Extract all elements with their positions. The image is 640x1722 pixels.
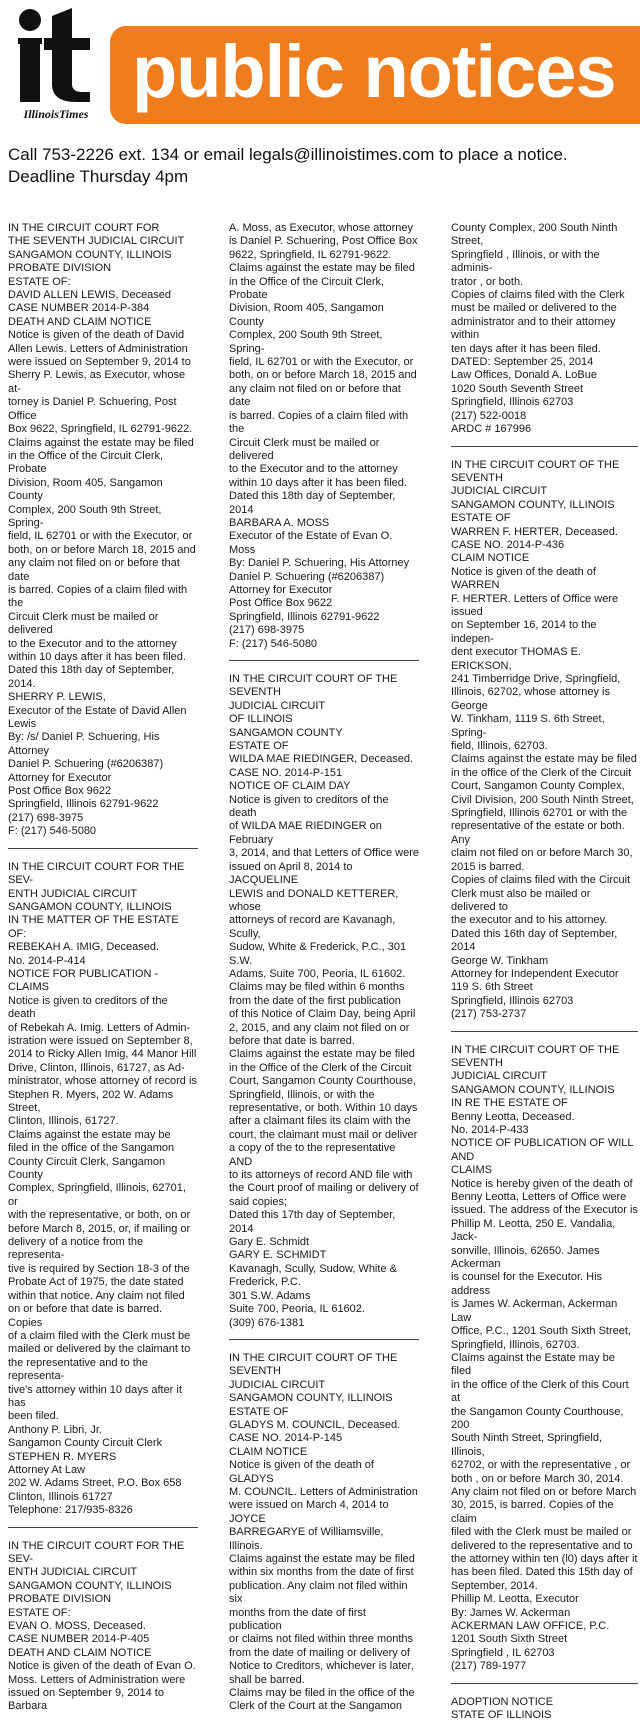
- notice-line: Notice to Creditors, whichever is later,: [229, 1660, 414, 1673]
- notice-line: to its attorneys of record AND file with: [229, 1169, 413, 1182]
- notice-line: Springfield, Illinois, 62703.: [451, 1338, 580, 1351]
- notice-line: Notice is hereby given of the death of: [451, 1177, 633, 1190]
- notice-line: shall be barred.: [229, 1673, 305, 1686]
- notice-line: representative of the estate or both. Any: [451, 820, 625, 846]
- notice-line: STATE OF ILLINOIS: [451, 1709, 552, 1722]
- notice-line: Springfield, Illinois 62701 or with the: [451, 807, 628, 820]
- notice-line: Dated this 16th day of September, 2014: [451, 927, 618, 954]
- notice-line: must be mailed or delivered to the: [451, 302, 617, 315]
- notice-line: ESTATE OF: [229, 740, 289, 753]
- notice-line: Claims against the estate may be filed: [451, 753, 637, 766]
- notice-line: LEWIS and DONALD KETTERER, whose: [229, 887, 399, 913]
- notice-line: Complex, 200 South 9th Street, Spring-: [229, 329, 383, 355]
- notice-line: Lewis: [8, 718, 37, 731]
- notice-line: Dated this 18th day of September, 2014.: [8, 664, 175, 690]
- notice-line: SANGAMON COUNTY: [229, 726, 343, 739]
- notice-line: Copies of claims filed with the Clerk: [451, 289, 625, 302]
- notice-line: SANGAMON COUNTY, ILLINOIS: [8, 1579, 172, 1592]
- notice-line: (309) 676-1381: [229, 1316, 305, 1329]
- notice-line: ARDC # 167996: [451, 423, 532, 436]
- notice-line: were issued on September 9, 2014 to: [8, 356, 191, 369]
- notice-line: SHERRY P. LEWIS,: [8, 691, 106, 704]
- notice-line: CLAIM NOTICE: [229, 1445, 308, 1458]
- notice-line: 2, 2015, and any claim not filed on or: [229, 1021, 410, 1034]
- logo-sub-text: IllinoisTimes: [23, 107, 89, 121]
- notice-line: both , on or before March 30, 2014.: [451, 1472, 624, 1485]
- notice-line: in the office of the Clerk of this Court at: [451, 1378, 629, 1405]
- notice-line: ENTH JUDICIAL CIRCUIT: [8, 887, 138, 900]
- notice-divider: [229, 1339, 419, 1340]
- notice-line: field, IL 62701 or with the Executor, or: [229, 356, 414, 369]
- notice-line: CASE NO. 2014-P-145: [229, 1432, 343, 1445]
- notice-line: ESTATE OF: [229, 1405, 289, 1418]
- notice-line: any claim not filed on or before that date: [229, 382, 401, 409]
- notice-line: before that date is barred.: [229, 1034, 355, 1047]
- notice-line: 1201 South Sixth Street: [451, 1633, 568, 1646]
- notice-line: EVAN O. MOSS, Deceased.: [8, 1620, 146, 1633]
- legal-notice: [451, 222, 638, 437]
- notice-line: Anthony P. Libri, Jr.: [8, 1423, 102, 1436]
- notice-column-3: [451, 222, 638, 1722]
- notice-line: CASE NO. 2014-P-436: [451, 538, 565, 551]
- notice-line: has been filed. Dated this 15th day of: [451, 1566, 633, 1579]
- notice-line: JUDICIAL CIRCUIT: [451, 485, 548, 498]
- notice-line: CASE NO. 2014-P-151: [229, 766, 343, 779]
- notice-line: mailed or delivered by the claimant to: [8, 1343, 191, 1356]
- notice-line: Stephen R. Myers, 202 W. Adams Street,: [8, 1088, 174, 1114]
- notice-divider: [8, 848, 198, 849]
- notice-line: tive is required by Section 18-3 of the: [8, 1262, 190, 1275]
- notice-line: IN THE CIRCUIT COURT OF THE SEVENTH: [451, 1043, 620, 1069]
- notice-line: (217) 698-3975: [229, 624, 305, 637]
- notice-line: Notice is given to creditors of the death: [229, 793, 389, 820]
- notice-line: filed in the office of the Sangamon: [8, 1142, 175, 1155]
- notice-line: Executor of the Estate of Evan O. Moss: [229, 530, 393, 556]
- notice-line: M. COUNCIL. Letters of Administration: [229, 1485, 418, 1498]
- notice-line: Springfield, Illinois 62703: [451, 994, 574, 1007]
- illinois-times-logo: [6, 4, 106, 126]
- notice-line: Division, Room 405, Sangamon County: [8, 476, 163, 503]
- contact-line: Call 753-2226 ext. 134 or email legals@illinoistimes.com to place a notice.: [8, 145, 568, 164]
- notice-line: Claims may be filed within 6 months: [229, 981, 405, 994]
- notice-line: Claims against the estate may be filed: [8, 436, 194, 449]
- notice-line: 119 S. 6th Street: [451, 981, 533, 994]
- notice-line: A. Moss, as Executor, whose attorney: [229, 222, 414, 234]
- notice-line: 202 W. Adams Street, P.O. Box 658: [8, 1477, 182, 1490]
- notice-line: Illinois, 62702, whose attorney is George: [451, 686, 610, 712]
- notice-line: is James W. Ackerman, Ackerman Law: [451, 1298, 618, 1324]
- notice-line: By: James W. Ackerman: [451, 1606, 571, 1619]
- notice-line: THE SEVENTH JUDICIAL CIRCUIT: [8, 235, 185, 248]
- notice-line: Box 9622, Springfield, IL 62791-9622.: [8, 423, 193, 436]
- notice-line: ADOPTION NOTICE: [451, 1695, 554, 1708]
- notice-line: F. HERTER. Letters of Office were issued: [451, 592, 619, 618]
- notice-line: GLADYS M. COUNCIL, Deceased.: [229, 1418, 401, 1431]
- notice-line: Springfield , IL 62703: [451, 1646, 555, 1659]
- notice-line: 2014 to Ricky Allen Imig, 44 Manor Hill: [8, 1048, 197, 1061]
- notice-line: Complex, Springfield, Illinois, 62701, or: [8, 1182, 186, 1208]
- notice-line: CASE NUMBER 2014-P-405: [8, 1633, 150, 1646]
- notice-line: Notice is given of the death of Evan O.: [8, 1660, 196, 1673]
- notice-line: CLAIM NOTICE: [451, 552, 530, 565]
- notice-line: SANGAMON COUNTY, ILLINOIS: [451, 498, 615, 511]
- notice-line: delivered to the representative and to: [451, 1539, 633, 1552]
- notice-line: sonville, Illinois, 62650. James Ackerman: [451, 1244, 600, 1271]
- notice-line: Claims against the estate may be: [8, 1128, 171, 1141]
- notice-line: Phillip M. Leotta, 250 E. Vandalia, Jack-: [451, 1217, 616, 1244]
- notice-line: Kavanagh, Scully, Sudow, White &: [229, 1262, 397, 1275]
- notice-line: SANGAMON COUNTY, ILLINOIS: [229, 1392, 393, 1405]
- notice-line: tive's attorney within 10 days after it has: [8, 1383, 182, 1409]
- notice-line: in the office of the Clerk of the Circuit: [451, 766, 632, 779]
- notice-line: IN RE THE ESTATE OF: [451, 1097, 568, 1110]
- notice-line: (217) 522-0018: [451, 409, 527, 422]
- notice-line: Claims against the estate may be filed: [229, 262, 415, 275]
- notice-line: istration were issued on September 8,: [8, 1034, 193, 1047]
- notice-line: said copies;: [229, 1195, 288, 1208]
- notice-line: a copy of the to the representative AND: [229, 1142, 396, 1168]
- notice-line: in the Office of the Circuit Clerk, Probate: [8, 449, 164, 476]
- notice-line: DAVID ALLEN LEWIS, Deceased: [8, 289, 172, 302]
- notice-line: September, 2014.: [451, 1579, 538, 1592]
- notice-line: to the Executor and to the attorney: [229, 463, 398, 476]
- notice-line: JUDICIAL CIRCUIT: [229, 1378, 326, 1391]
- notice-line: field, Illinois, 62703.: [451, 740, 548, 753]
- notice-line: STEPHEN R. MYERS: [8, 1450, 117, 1463]
- notice-line: ENTH JUDICIAL CIRCUIT: [8, 1566, 138, 1579]
- notice-line: DEATH AND CLAIM NOTICE: [8, 1646, 152, 1659]
- notice-line: Benny Leotta, Deceased.: [451, 1110, 575, 1123]
- notice-line: JUDICIAL CIRCUIT: [229, 699, 326, 712]
- notice-line: field, IL 62701 or with the Executor, or: [8, 530, 193, 543]
- notice-line: is Daniel P. Schuering, Post Office Box: [229, 235, 418, 248]
- notice-line: IN THE CIRCUIT COURT OF THE SEVENTH: [451, 458, 620, 484]
- notice-line: of a claim filed with the Clerk must be: [8, 1329, 191, 1342]
- notice-line: ESTATE OF: [451, 512, 511, 525]
- notice-line: Law Offices, Donald A. LoBue: [451, 369, 597, 382]
- notice-line: Notice is given to creditors of the death: [8, 994, 168, 1021]
- notice-line: after a claimant files its claim with the: [229, 1115, 411, 1128]
- notice-line: from the date of mailing or delivery of: [229, 1646, 410, 1659]
- notice-line: BARREGARYE of Williamsville, Illinois.: [229, 1526, 384, 1552]
- notice-line: ESTATE OF:: [8, 1606, 71, 1619]
- notice-line: ACKERMAN LAW OFFICE, P.C.: [451, 1620, 610, 1633]
- notice-line: 9622, Springfield, IL 62791-9622.: [229, 248, 392, 261]
- notice-line: with the representative, or both, on or: [8, 1209, 191, 1222]
- notice-column-1: [8, 222, 198, 1713]
- notice-line: (217) 753-2737: [451, 1008, 527, 1021]
- notice-line: Springfield, Illinois 62703: [451, 396, 574, 409]
- notice-line: BARBARA A. MOSS: [229, 516, 330, 529]
- notice-line: Attorney At Law: [8, 1463, 86, 1476]
- notice-line: Clinton, Illinois 61727: [8, 1490, 113, 1503]
- notice-line: Office, P.C., 1201 South Sixth Street,: [451, 1325, 631, 1338]
- notice-line: Daniel P. Schuering (#6206387): [229, 570, 385, 583]
- notice-line: months from the date of first publication: [229, 1606, 366, 1633]
- legal-notice: [229, 673, 419, 1330]
- notice-line: issued. The address of the Executor is: [451, 1204, 638, 1217]
- notice-line: publication. Any claim not filed within six: [229, 1579, 408, 1606]
- notice-line: both, on or before March 18, 2015 and: [8, 543, 196, 556]
- notice-divider: [451, 1683, 638, 1684]
- notice-line: or claims not filed within three months: [229, 1633, 414, 1646]
- notice-line: the executor and to his attorney.: [451, 914, 608, 927]
- page-title: public notices: [132, 30, 616, 113]
- legal-notice: [451, 1696, 638, 1722]
- notice-line: REBEKAH A. IMIG, Deceased.: [8, 941, 160, 954]
- notice-line: SANGAMON COUNTY, ILLINOIS: [451, 1083, 615, 1096]
- notice-line: By: /s/ Daniel P. Schuering, His Attorney: [8, 731, 160, 757]
- title-banner: [110, 26, 640, 124]
- notice-line: 1020 South Seventh Street: [451, 382, 584, 395]
- legal-notice: [451, 1044, 638, 1674]
- notice-line: court, the claimant must mail or deliver: [229, 1128, 418, 1141]
- notice-divider: [451, 446, 638, 447]
- notice-line: Daniel P. Schuering (#6206387): [8, 758, 164, 771]
- notice-line: CASE NUMBER 2014-P-384: [8, 302, 150, 315]
- notice-divider: [229, 660, 419, 661]
- notice-line: were issued on March 4, 2014 to JOYCE: [229, 1499, 389, 1525]
- notice-line: IN THE CIRCUIT COURT FOR: [8, 222, 160, 234]
- notice-line: W. Tinkham, 1119 S. 6th Street, Spring-: [451, 713, 605, 739]
- notice-line: Sangamon County Circuit Clerk: [8, 1437, 163, 1450]
- notice-line: No. 2014-P-433: [451, 1124, 529, 1136]
- contact-info: [8, 144, 638, 188]
- legal-notice: [8, 861, 198, 1518]
- notice-line: Benny Leotta, Letters of Office were: [451, 1191, 627, 1204]
- notice-line: attorneys of record are Kavanagh, Scully,: [229, 914, 396, 940]
- notice-line: 62702, or with the representative , or: [451, 1459, 631, 1472]
- notice-line: JUDICIAL CIRCUIT: [451, 1070, 548, 1083]
- notice-line: Telephone: 217/935-8326: [8, 1504, 133, 1517]
- notice-line: Drive, Clinton, Illinois, 61727, as Ad-: [8, 1061, 185, 1074]
- notice-line: Circuit Clerk must be mailed or delivered: [8, 610, 159, 637]
- legal-notice: [451, 459, 638, 1022]
- notice-line: Allen Lewis. Letters of Administration: [8, 342, 188, 355]
- notice-line: the representative and to the representa-: [8, 1356, 149, 1383]
- notice-line: Copies of claims filed with the Circuit: [451, 874, 631, 887]
- notice-line: Springfield, Illinois 62791-9622: [8, 798, 159, 811]
- notice-line: George W. Tinkham: [451, 954, 549, 967]
- notice-line: Claims against the estate may be filed: [229, 1048, 415, 1061]
- notice-line: By: Daniel P. Schuering, His Attorney: [229, 557, 410, 570]
- notice-line: Court, Sangamon County Complex,: [451, 780, 625, 793]
- notice-line: Complex, 200 South 9th Street, Spring-: [8, 503, 162, 529]
- notice-line: Clerk of the Court at the Sangamon: [229, 1700, 403, 1713]
- notice-line: Dated this 18th day of September, 2014: [229, 490, 396, 516]
- notice-line: claim not filed on or before March 30,: [451, 847, 633, 860]
- notice-line: delivery of a notice from the representa-: [8, 1236, 144, 1262]
- notice-line: the Court proof of mailing or delivery of: [229, 1182, 419, 1195]
- notice-line: before March 8, 2015, or, if mailing or: [8, 1222, 191, 1235]
- notice-line: Springfield, Illinois 62791-9622: [229, 610, 380, 623]
- notice-line: Division, Room 405, Sangamon County: [229, 302, 384, 328]
- notice-line: SANGAMON COUNTY, ILLINOIS: [8, 900, 172, 913]
- notice-line: Probate Act of 1975, the date stated: [8, 1276, 184, 1289]
- notice-line: Claims may be filed in the office of the: [229, 1687, 415, 1700]
- legal-notice: [8, 1540, 198, 1714]
- notice-line: within six months from the date of first: [229, 1566, 414, 1579]
- notice-line: is barred. Copies of a claim filed with the: [229, 409, 409, 436]
- notice-line: Sudow, White & Frederick, P.C., 301 S.W.: [229, 941, 407, 967]
- notice-line: South Ninth Street, Springfield, Illinois,: [451, 1432, 603, 1458]
- notice-line: ESTATE OF:: [8, 275, 71, 288]
- notice-line: in the Office of the Circuit Clerk, Probate: [229, 275, 385, 302]
- notice-line: Post Office Box 9622: [229, 597, 333, 610]
- notice-line: representative, or both. Within 10 days: [229, 1102, 418, 1114]
- notice-line: the attorney within ten (l0) days after it: [451, 1553, 638, 1565]
- legal-notice: [229, 1352, 419, 1714]
- notice-line: to the Executor and to the attorney: [8, 637, 177, 650]
- masthead: [0, 0, 640, 130]
- notice-line: PROBATE DIVISION: [8, 1593, 112, 1606]
- notice-line: 2015 is barred.: [451, 860, 525, 873]
- notice-line: Notice is given of the death of David: [8, 329, 185, 342]
- notice-line: Attorney for Independent Executor: [451, 967, 619, 980]
- notice-column-2: [229, 222, 419, 1713]
- notice-line: Notice is given of the death of WARREN: [451, 565, 596, 592]
- notice-line: 3, 2014, and that Letters of Office were: [229, 847, 419, 860]
- notice-line: of WILDA MAE RIEDINGER on February: [229, 820, 382, 846]
- notice-line: Any claim not filed on or before March: [451, 1485, 637, 1498]
- notice-line: NOTICE FOR PUBLICATION - CLAIMS: [8, 967, 159, 994]
- notice-line: filed with the Clerk must be mailed or: [451, 1526, 632, 1539]
- notice-line: is barred. Copies of a claim filed with the: [8, 583, 188, 610]
- notice-line: Claims against the Estate may be filed: [451, 1351, 615, 1378]
- notice-line: OF ILLINOIS: [229, 713, 293, 726]
- notice-line: Clerk must also be mailed or delivered to: [451, 887, 591, 913]
- notice-line: Gary E. Schmidt: [229, 1236, 310, 1249]
- notice-line: both, on or before March 18, 2015 and: [229, 369, 417, 382]
- notice-line: Post Office Box 9622: [8, 785, 112, 798]
- notice-line: NOTICE OF PUBLICATION OF WILL AND: [451, 1137, 634, 1163]
- notice-line: any claim not filed on or before that date: [8, 557, 180, 583]
- notice-line: ministrator, whose attorney of record is: [8, 1075, 197, 1088]
- notice-line: issued on September 9, 2014 to Barbara: [8, 1687, 164, 1713]
- notice-line: NOTICE OF CLAIM DAY: [229, 780, 351, 793]
- notice-line: Claims against the estate may be filed: [229, 1553, 415, 1565]
- notice-line: Attorney for Executor: [8, 771, 112, 784]
- notice-line: of this Notice of Claim Day, being April: [229, 1008, 416, 1021]
- notice-line: IN THE CIRCUIT COURT FOR THE SEV-: [8, 1539, 185, 1565]
- notice-line: trator , or both.: [451, 275, 524, 288]
- deadline-line: Deadline Thursday 4pm: [8, 167, 189, 186]
- notice-line: issued on April 8, 2014 to JACQUELINE: [229, 860, 353, 887]
- notice-line: within 10 days after it has been filed.: [8, 651, 186, 663]
- notice-line: GARY E. SCHMIDT: [229, 1249, 327, 1262]
- legal-notice: [229, 222, 419, 651]
- notice-line: administrator and to their attorney within: [451, 315, 616, 342]
- notice-line: of Rebekah A. Imig. Letters of Admin-: [8, 1021, 191, 1034]
- notice-line: WILDA MAE RIEDINGER, Deceased.: [229, 753, 413, 766]
- notice-line: 30, 2015, is barred. Copies of the claim: [451, 1499, 614, 1525]
- notice-line: Court, Sangamon County Courthouse,: [229, 1075, 417, 1088]
- notice-line: Executor of the Estate of David Allen: [8, 704, 187, 717]
- notice-line: Springfield, Illinois, or with the: [229, 1088, 375, 1101]
- notice-line: Adams, Suite 700, Peoria, IL 61602.: [229, 967, 406, 980]
- notice-line: Frederick, P.C.: [229, 1276, 301, 1289]
- notice-line: Dated this 17th day of September, 2014: [229, 1209, 396, 1235]
- legal-notice: [8, 222, 198, 839]
- notice-line: F: (217) 546-5080: [229, 637, 318, 650]
- notice-line: is counsel for the Executor. His address: [451, 1271, 603, 1297]
- notice-line: DEATH AND CLAIM NOTICE: [8, 315, 152, 328]
- notice-line: CLAIMS: [451, 1164, 492, 1177]
- notice-line: on or before that date is barred. Copies: [8, 1303, 163, 1329]
- notice-line: 301 S.W. Adams: [229, 1289, 311, 1302]
- notice-line: Moss. Letters of Administration were: [8, 1673, 186, 1686]
- notice-line: County Circuit Clerk, Sangamon County: [8, 1155, 166, 1182]
- notice-line: Springfield , Illinois, or with the adminis-: [451, 248, 600, 275]
- notice-line: County Complex, 200 South Ninth Street,: [451, 222, 618, 248]
- notice-line: IN THE CIRCUIT COURT FOR THE SEV-: [8, 860, 185, 887]
- notice-line: F: (217) 546-5080: [8, 825, 97, 838]
- notice-line: dent executor THOMAS E. ERICKSON,: [451, 646, 582, 672]
- notice-divider: [8, 1527, 198, 1528]
- notice-line: (217) 789-1977: [451, 1660, 527, 1673]
- notice-line: Attorney for Executor: [229, 583, 333, 596]
- notice-line: within that notice. Any claim not filed: [8, 1289, 185, 1302]
- notice-line: in the Office of the Clerk of the Circuit: [229, 1061, 412, 1074]
- notice-line: Suite 700, Peoria, IL 61602.: [229, 1303, 365, 1316]
- notice-line: (217) 698-3975: [8, 811, 84, 824]
- notice-line: SANGAMON COUNTY, ILLINOIS: [8, 248, 172, 261]
- notice-line: 241 Timberridge Drive, Springfield,: [451, 673, 621, 685]
- notice-line: within 10 days after it has been filed.: [229, 476, 407, 489]
- notice-line: been filed.: [8, 1410, 59, 1423]
- notice-line: ten days after it has been filed.: [451, 342, 601, 355]
- notice-line: from the date of the first publication: [229, 994, 401, 1007]
- notice-line: WARREN F. HERTER, Deceased.: [451, 525, 618, 538]
- notice-line: the Sangamon County Courthouse, 200: [451, 1405, 624, 1431]
- notice-line: IN THE MATTER OF THE ESTATE OF:: [8, 914, 179, 940]
- notice-line: IN THE CIRCUIT COURT OF THE SEVENTH: [229, 673, 398, 699]
- notice-line: Sherry P. Lewis, as Executor, whose at-: [8, 369, 186, 395]
- notice-line: DATED: September 25, 2014: [451, 356, 594, 369]
- notice-line: Notice is given of the death of GLADYS: [229, 1459, 374, 1485]
- notice-line: No. 2014-P-414: [8, 954, 86, 967]
- notice-divider: [451, 1031, 638, 1032]
- notice-line: on September 16, 2014 to the indepen-: [451, 619, 597, 645]
- notice-line: Phillip M. Leotta, Executor: [451, 1593, 579, 1606]
- notice-line: torney is Daniel P. Schuering, Post Office: [8, 396, 177, 422]
- notice-line: Circuit Clerk must be mailed or delivered: [229, 436, 380, 462]
- notice-line: Civil Division, 200 South Ninth Street,: [451, 793, 634, 806]
- notice-line: PROBATE DIVISION: [8, 262, 112, 275]
- notice-line: Clinton, Illinois, 61727.: [8, 1115, 119, 1128]
- notice-line: IN THE CIRCUIT COURT OF THE SEVENTH: [229, 1351, 398, 1378]
